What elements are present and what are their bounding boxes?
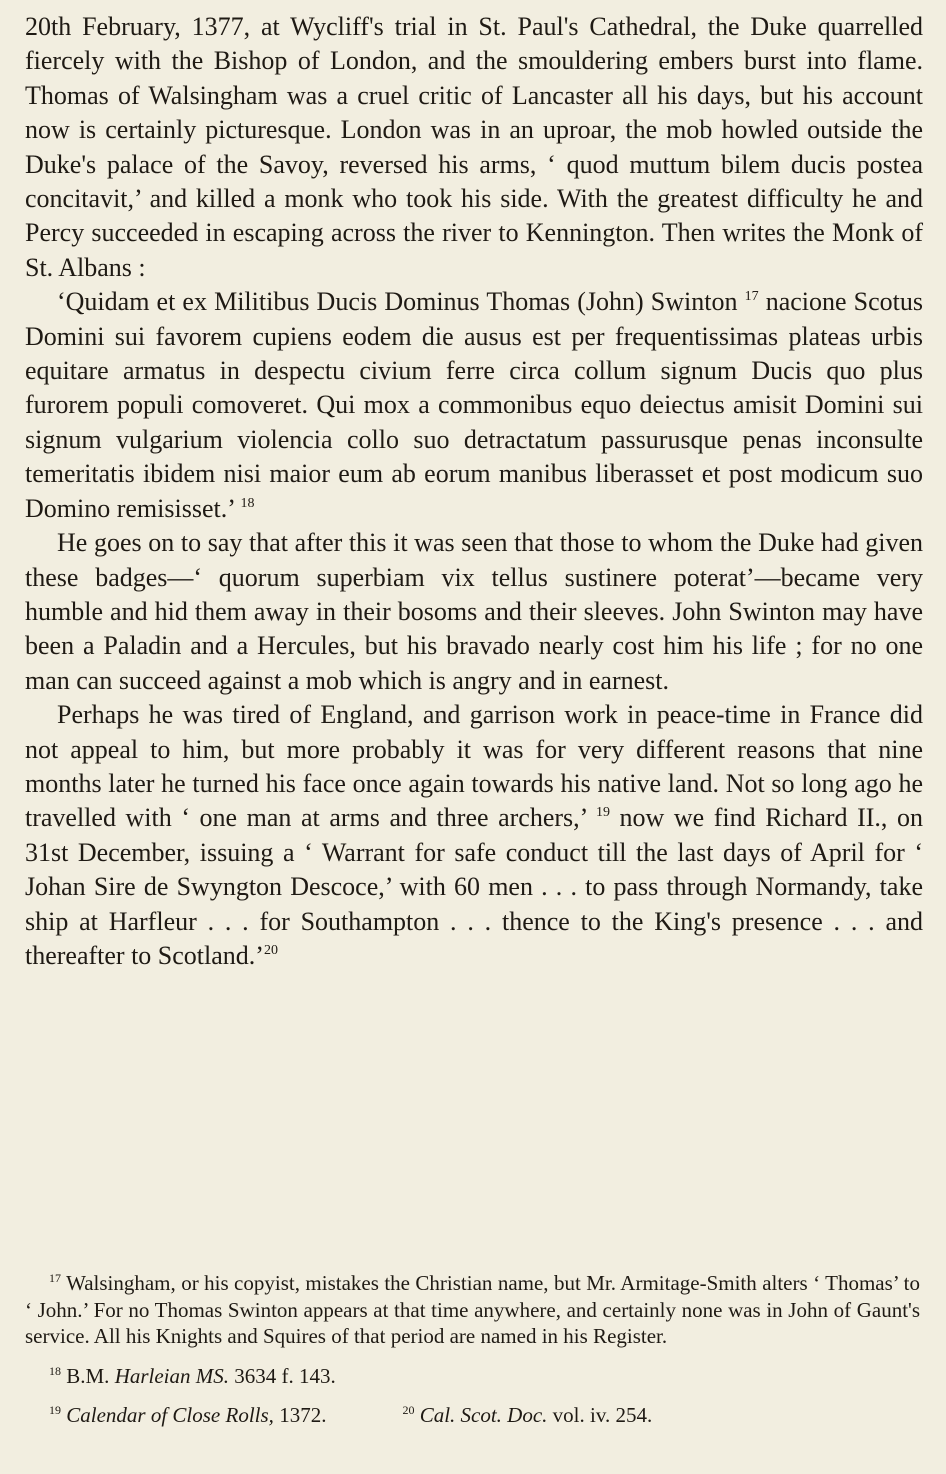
footnote-18-title: Harleian MS. (114, 1363, 230, 1388)
footnote-ref-18: 18 (240, 495, 255, 511)
paragraph-text: Perhaps he was tired of England, and garrison work in peace-time in France did not appeal to him, but more probably it was for very different reasons that nine months later he turned his face once again towards his native land. Not so long ago he travelled with ‘ one man at arms and three archers,’ (25, 700, 923, 833)
paragraph-text: 20th February, 1377, at Wycliff's trial in St. Paul's Cathedral, the Duke quarrelled fiercely with the Bishop of London, and the smouldering embers burst into flame. Thomas of Walsingham was a cruel critic of Lancaster all his days, but his account now is certainly picturesque. London was in an uproar, the mob howled outside the Duke's palace of the Savoy, reversed his arms, ‘ quod muttum bilem ducis postea concitavit,’ and killed a monk who took his side. With the greatest difficulty he and Percy succeeded in escaping across the river to Kennington. Then writes the Monk of St. Albans : (25, 12, 923, 282)
footnote-18-suffix: 3634 f. 143. (229, 1363, 336, 1388)
footnote-18-prefix: B.M. (66, 1363, 115, 1388)
footnote-19-suffix: 1372. (273, 1403, 327, 1427)
footnote-19-number: 19 (49, 1403, 61, 1417)
footnote-ref-20: 20 (263, 942, 278, 958)
footnote-row (25, 1402, 920, 1429)
paragraph-4 (25, 698, 923, 973)
paragraph-text: ‘Quidam et ex Militibus Ducis Dominus Thomas (John) Swinton (57, 287, 745, 317)
footnote-17-text: Walsingham, or his copyist, mistakes the Christian name, but Mr. Armitage-Smith alters ‘ Thomas’ to ‘ John.’ For no Thomas Swinton appears at that time anywhere, and certainly none was in John of Gaunt's service. All his Knights and Squires of that period are named in his Register. (25, 1271, 920, 1348)
footnote-20-suffix: vol. iv. 254. (547, 1403, 653, 1427)
footnote-19-title: Calendar of Close Rolls, (66, 1403, 274, 1427)
footnote-18 (25, 1363, 920, 1390)
footnote-17-number: 17 (49, 1271, 61, 1285)
footnote-ref-19: 19 (595, 805, 610, 821)
paragraph-3 (25, 526, 923, 698)
page-body (25, 10, 923, 973)
footnote-20-number: 20 (402, 1403, 415, 1417)
footnotes (25, 1270, 920, 1429)
paragraph-text: nacione Scotus Domini sui favorem cupiens eodem die ausus est per frequentissimas plateas urbis equitare armatus in despectu civium ferre circa collum signum Ducis quo plus furorem populi comoveret. Qui mox a commonibus equo deiectus amisit Domini sui signum vulgarium violencia collo suo detractatum passurusque penas inconsulte temeritatis ibidem nisi maior eum ab eorum manibus liberasset et post modicum suo Domino remisisset.’ (25, 287, 924, 523)
footnote-17 (25, 1270, 920, 1350)
footnote-ref-17: 17 (744, 289, 759, 305)
footnote-20-title: Cal. Scot. Doc. (419, 1403, 548, 1427)
footnote-20 (402, 1402, 652, 1429)
paragraph-1 (25, 10, 923, 285)
footnote-18-number: 18 (49, 1363, 61, 1378)
paragraph-text: He goes on to say that after this it was seen that those to whom the Duke had given these badges—‘ quorum superbiam vix tellus sustinere poterat’—became very humble and hid them away in their bosoms and their sleeves. John Swinton may have been a Paladin and a Hercules, but his bravado nearly cost him his life ; for no one man can succeed against a mob which is angry and in earnest. (25, 528, 923, 695)
paragraph-2 (25, 285, 923, 526)
footnote-19 (25, 1402, 326, 1429)
paragraph-text: now we find Richard II., on 31st December, issuing a ‘ Warrant for safe conduct till the last days of April for ‘ Johan Sire de Swyngton Descoce,’ with 60 men . . . to pass through Normandy, take ship at Harfleur . . . for Southampton . . . thence to the King's presence . . . and thereafter to Scotland.’ (25, 803, 923, 970)
